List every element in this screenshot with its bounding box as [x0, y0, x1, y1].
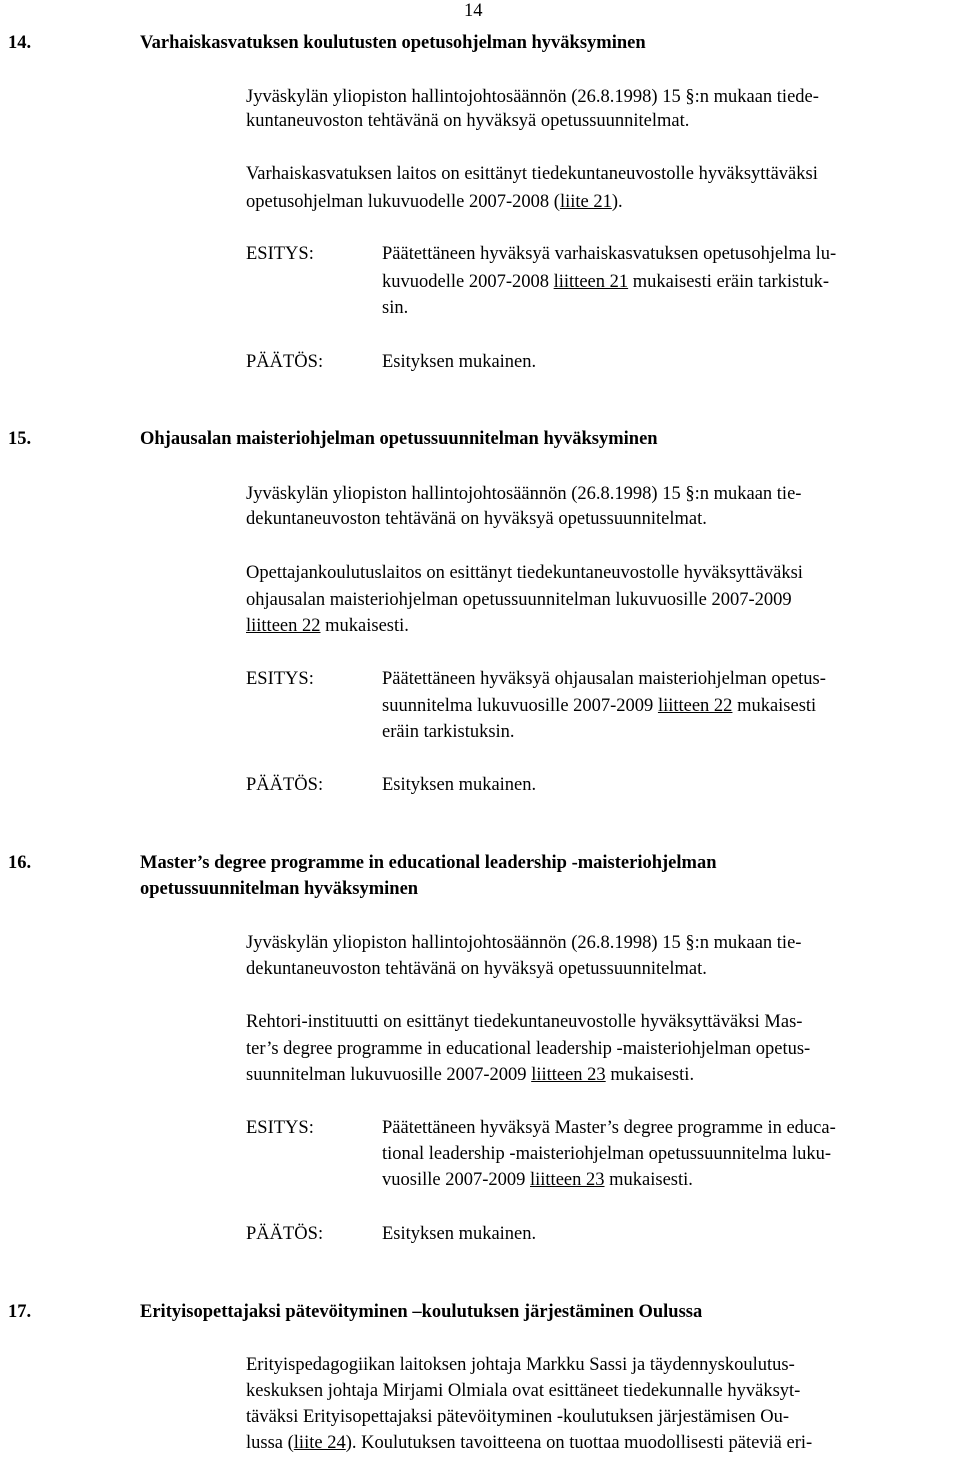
- esitys-text-line: kuvuodelle 2007-2008 liitteen 21 mukaisesti eräin tarkistuk-: [382, 272, 830, 292]
- paragraph-line: Opettajankoulutuslaitos on esittänyt tiedekuntaneuvostolle hyväksyttäväksi: [246, 563, 803, 583]
- paragraph-line: ter’s degree programme in educational leadership -maisteriohjelman opetus-: [246, 1039, 811, 1059]
- section-title-line: opetussuunnitelman hyväksyminen: [140, 879, 419, 899]
- attachment-reference: liitteen 22: [246, 616, 321, 636]
- paragraph-line: dekuntaneuvoston tehtävänä on hyväksyä opetussuunnitelmat.: [246, 509, 707, 529]
- text-with-link: opetusohjelman lukuvuodelle 2007-2008 (liite 21).: [246, 192, 623, 212]
- paatos-label: PÄÄTÖS:: [246, 1224, 324, 1244]
- paatos-label: PÄÄTÖS:: [246, 352, 324, 372]
- paragraph-line: Varhaiskasvatuksen laitos on esittänyt tiedekuntaneuvostolle hyväksyttäväksi: [246, 164, 818, 184]
- paragraph-line: kuntaneuvoston tehtävänä on hyväksyä opetussuunnitelmat.: [246, 111, 690, 131]
- section-number: 14.: [8, 33, 32, 53]
- attachment-reference: liite 24: [293, 1433, 346, 1453]
- attachment-reference: liitteen 23: [531, 1065, 606, 1085]
- paragraph-line: täväksi Erityisopettajaksi pätevöityminen -koulutuksen järjestämisen Ou-: [246, 1407, 790, 1427]
- attachment-reference: liitteen 21: [553, 272, 629, 292]
- paragraph-line: dekuntaneuvoston tehtävänä on hyväksyä opetussuunnitelmat.: [246, 959, 707, 979]
- paragraph-line: keskuksen johtaja Mirjami Olmiala ovat esittäneet tiedekunnalle hyväksyt-: [246, 1381, 801, 1401]
- paragraph-line: Rehtori-instituutti on esittänyt tiedekuntaneuvostolle hyväksyttäväksi Mas-: [246, 1012, 803, 1032]
- esitys-label: ESITYS:: [246, 1118, 314, 1138]
- esitys-text-line: vuosille 2007-2009 liitteen 23 mukaisesti.: [382, 1170, 693, 1190]
- section-number: 15.: [8, 429, 32, 449]
- paatos-text: Esityksen mukainen.: [382, 775, 537, 795]
- esitys-text-line: Päätettäneen hyväksyä ohjausalan maisteriohjelman opetus-: [382, 669, 826, 689]
- attachment-reference: liitteen 23: [530, 1170, 605, 1190]
- paatos-text: Esityksen mukainen.: [382, 1224, 537, 1244]
- paatos-text: Esityksen mukainen.: [382, 352, 537, 372]
- esitys-label: ESITYS:: [246, 244, 314, 264]
- attachment-reference: liitteen 22: [657, 696, 733, 716]
- paragraph-line: Erityispedagogiikan laitoksen johtaja Markku Sassi ja täydennyskoulutus-: [246, 1355, 795, 1375]
- paragraph-line: Jyväskylän yliopiston hallintojohtosäännön (26.8.1998) 15 §:n mukaan tiede-: [246, 87, 819, 107]
- paatos-label: PÄÄTÖS:: [246, 775, 324, 795]
- section-number: 16.: [8, 853, 32, 873]
- paragraph-line-with-link: [246, 191, 623, 213]
- section-title: Varhaiskasvatuksen koulutusten opetusohjelman hyväksyminen: [140, 33, 646, 53]
- section-number: 17.: [8, 1302, 32, 1322]
- paragraph-line: suunnitelman lukuvuosille 2007-2009 liitteen 23 mukaisesti.: [246, 1065, 695, 1085]
- paragraph-line: Jyväskylän yliopiston hallintojohtosäännön (26.8.1998) 15 §:n mukaan tie-: [246, 484, 802, 504]
- attachment-reference: liite 21: [559, 192, 612, 212]
- esitys-text-line: Päätettäneen hyväksyä Master’s degree programme in educa-: [382, 1118, 836, 1138]
- section-title: Erityisopettajaksi pätevöityminen –koulutuksen järjestäminen Oulussa: [140, 1302, 703, 1322]
- esitys-text-line: tional leadership -maisteriohjelman opetussuunnitelma luku-: [382, 1144, 832, 1164]
- paragraph-line: lussa (liite 24). Koulutuksen tavoitteena on tuottaa muodollisesti päteviä eri-: [246, 1433, 813, 1453]
- page-number: 14: [464, 1, 483, 21]
- esitys-text-line: suunnitelma lukuvuosille 2007-2009 liitteen 22 mukaisesti: [382, 696, 817, 716]
- esitys-text-line: sin.: [382, 298, 409, 318]
- esitys-text-line: eräin tarkistuksin.: [382, 722, 515, 742]
- paragraph-line: ohjausalan maisteriohjelman opetussuunnitelman lukuvuosille 2007-2009: [246, 590, 792, 610]
- esitys-label: ESITYS:: [246, 669, 314, 689]
- section-title-line: Master’s degree programme in educational leadership -maisteriohjelman: [140, 853, 717, 873]
- section-title: Ohjausalan maisteriohjelman opetussuunnitelman hyväksyminen: [140, 429, 658, 449]
- paragraph-line: Jyväskylän yliopiston hallintojohtosäännön (26.8.1998) 15 §:n mukaan tie-: [246, 933, 802, 953]
- esitys-text-line: Päätettäneen hyväksyä varhaiskasvatuksen opetusohjelma lu-: [382, 244, 837, 264]
- paragraph-line: liitteen 22 mukaisesti.: [246, 616, 409, 636]
